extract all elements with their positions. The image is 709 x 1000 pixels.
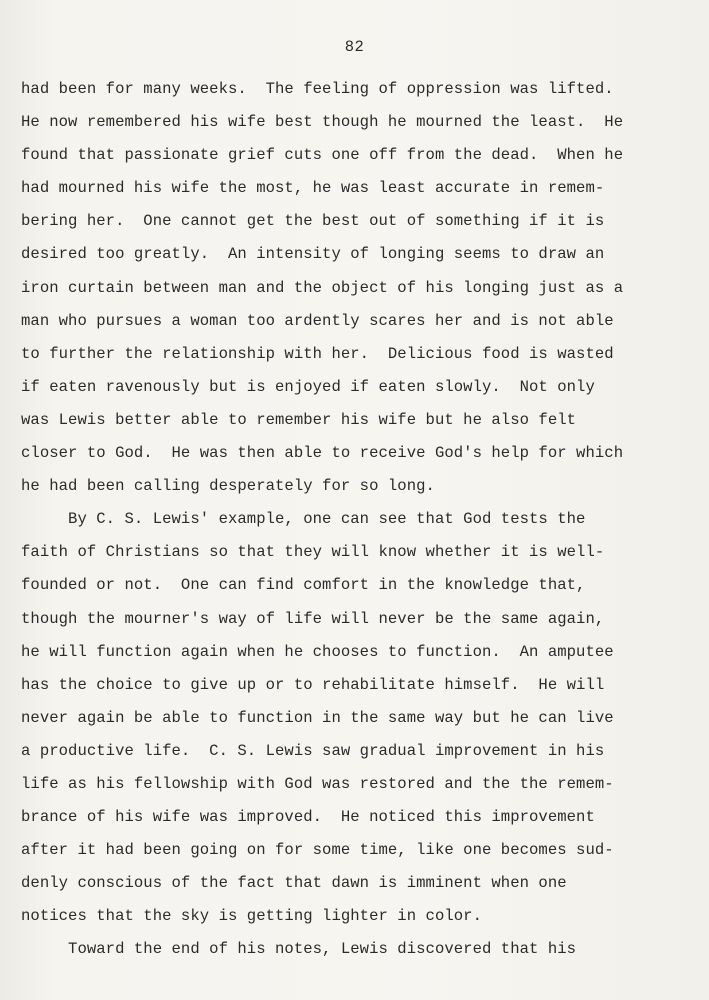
text-line: bering her. One cannot get the best out of something if it is [21, 212, 605, 231]
text-line: to further the relationship with her. Delicious food is wasted [21, 344, 614, 363]
text-line: though the mourner's way of life will never be the same again, [21, 609, 605, 628]
text-line: he had been calling desperately for so long. [21, 477, 435, 496]
text-line: had mourned his wife the most, he was least accurate in remem- [21, 179, 605, 198]
text-line: desired too greatly. An intensity of longing seems to draw an [21, 245, 605, 264]
text-line: after it had been going on for some time, like one becomes sud- [21, 841, 614, 860]
text-line: a productive life. C. S. Lewis saw gradual improvement in his [21, 741, 605, 760]
text-line: he will function again when he chooses to function. An amputee [21, 642, 614, 661]
text-line: has the choice to give up or to rehabilitate himself. He will [21, 675, 605, 694]
text-line: life as his fellowship with God was restored and the the remem- [21, 774, 614, 793]
text-line: closer to God. He was then able to receive God's help for which [21, 444, 624, 463]
text-line: man who pursues a woman too ardently scares her and is not able [21, 311, 614, 330]
text-line: founded or not. One can find comfort in the knowledge that, [21, 576, 586, 595]
text-line: had been for many weeks. The feeling of oppression was lifted. [21, 80, 614, 98]
paragraph-start-line: By C. S. Lewis' example, one can see that God tests the [21, 510, 586, 529]
page-number: 82 [344, 38, 365, 56]
text-line: brance of his wife was improved. He noticed this improvement [21, 808, 595, 827]
text-line: if eaten ravenously but is enjoyed if eaten slowly. Not only [21, 377, 595, 396]
text-line: was Lewis better able to remember his wife but he also felt [21, 410, 577, 429]
text-line: denly conscious of the fact that dawn is imminent when one [21, 874, 567, 893]
text-line: faith of Christians so that they will know whether it is well- [21, 543, 605, 562]
text-line: He now remembered his wife best though he mourned the least. He [21, 113, 624, 132]
body-text [21, 73, 681, 967]
text-line: found that passionate grief cuts one off from the dead. When he [21, 146, 624, 165]
paragraph-start-line: Toward the end of his notes, Lewis discovered that his [21, 940, 577, 959]
text-line: notices that the sky is getting lighter in color. [21, 907, 482, 926]
text-line: never again be able to function in the same way but he can live [21, 708, 614, 727]
text-line: iron curtain between man and the object of his longing just as a [21, 278, 624, 297]
